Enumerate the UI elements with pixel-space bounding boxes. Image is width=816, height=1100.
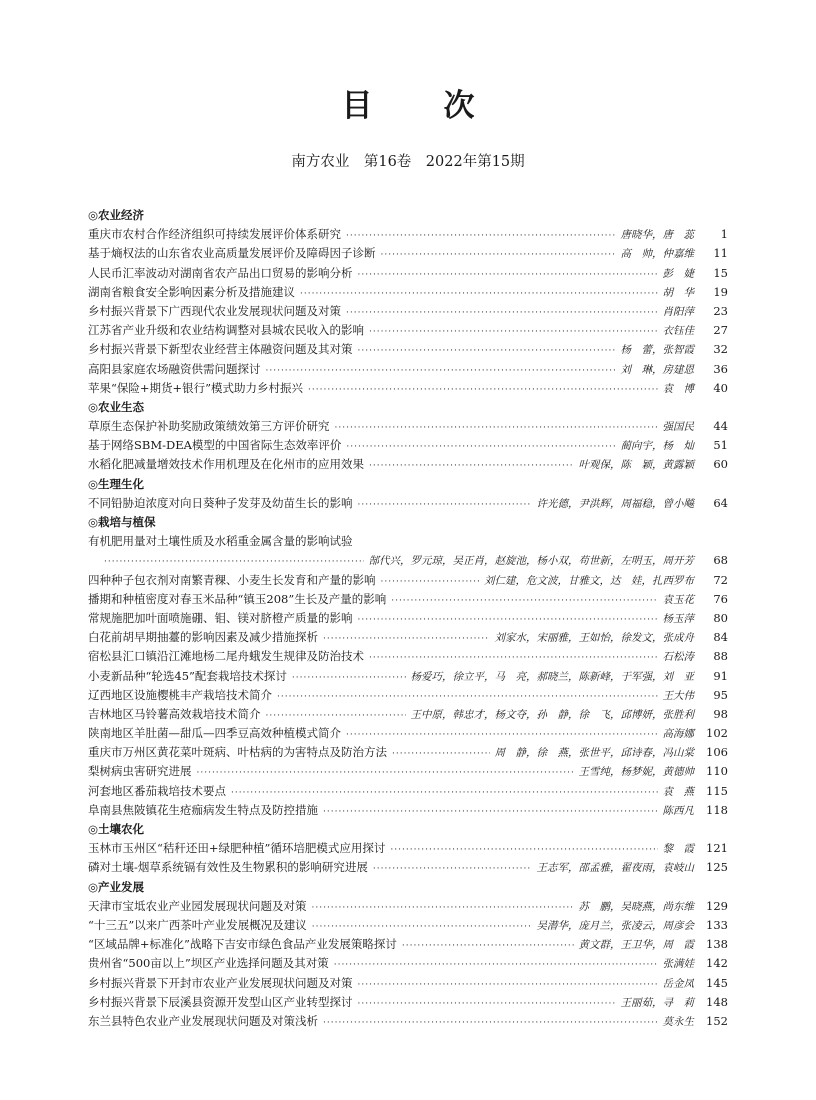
dot-leader — [391, 592, 657, 611]
entry-authors: 高 帅，仲嘉维 — [620, 248, 694, 261]
entry-authors: 杨 蕾，张智霞 — [620, 344, 694, 357]
entry-page: 36 — [713, 361, 728, 376]
entry-title: 江苏省产业升级和农业结构调整对县城农民收入的影响 — [88, 323, 364, 338]
section-heading: ◎生理生化 — [88, 476, 145, 491]
dot-leader — [369, 457, 574, 476]
entry-page: 98 — [713, 706, 728, 721]
entry-title: 阜南县焦陂镇花生疮痂病发生特点及防控措施 — [88, 802, 318, 817]
toc-entry[interactable] — [88, 628, 728, 647]
dot-leader — [292, 669, 406, 688]
entry-page: 72 — [713, 572, 728, 587]
entry-authors: 王丽茹，寻 莉 — [620, 996, 694, 1009]
toc-entry[interactable] — [88, 551, 728, 570]
entry-page: 102 — [706, 726, 728, 741]
toc-entry[interactable] — [88, 1012, 728, 1031]
toc-entry[interactable] — [88, 667, 728, 686]
page-title: 目 次 — [341, 88, 495, 124]
entry-title: 乡村振兴背景下开封市农业产业发展现状问题及对策 — [88, 975, 353, 990]
section-heading: ◎土壤农化 — [88, 822, 145, 836]
entry-title: 水稻化肥减量增效技术作用机理及在化州市的应用效果 — [88, 457, 364, 472]
entry-page: 40 — [713, 380, 728, 395]
toc-entry[interactable] — [88, 379, 728, 398]
entry-title: 播期和种植密度对春玉米品种“镇玉208”生长及产量的影响 — [88, 591, 387, 606]
entry-page: 27 — [713, 323, 728, 338]
entry-authors: 黎 霞 — [662, 843, 694, 856]
entry-title: 乡村振兴背景下新型农业经营主体融资问题及其对策 — [88, 342, 353, 357]
dot-leader — [358, 342, 616, 361]
entry-title: 宿松县汇口镇沿江滩地杨二尾舟蛾发生规律及防治技术 — [88, 649, 364, 664]
entry-authors: 刘仁建，危文波，甘雅文，达 娃，扎西罗布 — [484, 574, 694, 587]
entry-title: 有机肥用量对土壤性质及水稻重金属含量的影响试验 — [88, 534, 353, 549]
toc-entry[interactable] — [88, 839, 728, 858]
toc-entry[interactable] — [88, 264, 728, 283]
dot-leader — [402, 937, 574, 956]
toc-entry[interactable] — [88, 494, 728, 513]
entry-authors: 郜代兴，罗元琼，吴正肖，赵旋池，杨小双，苟世新，左明玉，周开芳 — [368, 555, 694, 568]
entry-page: 68 — [713, 553, 728, 568]
entry-page: 44 — [713, 419, 728, 434]
entry-title: 常规施肥加叶面喷施硼、钼、镁对脐橙产质量的影响 — [88, 610, 353, 625]
entry-page: 64 — [713, 495, 728, 510]
entry-page: 110 — [706, 764, 728, 779]
entry-authors: 莫永生 — [662, 1015, 694, 1028]
entry-authors: 彭 婕 — [662, 267, 694, 280]
toc-entry[interactable] — [88, 340, 728, 359]
dot-leader — [346, 304, 658, 323]
entry-authors: 岳金凤 — [662, 977, 694, 990]
entry-page: 32 — [713, 342, 728, 357]
entry-page: 51 — [713, 438, 728, 453]
entry-page: 129 — [706, 898, 728, 913]
entry-title: 高阳县家庭农场融资供需问题探讨 — [88, 361, 261, 376]
entry-page: 23 — [713, 303, 728, 318]
entry-title: 重庆市农村合作经济组织可持续发展评价体系研究 — [88, 227, 341, 242]
toc-entry[interactable] — [88, 283, 728, 302]
entry-authors: 高海娜 — [662, 728, 694, 741]
entry-page: 19 — [713, 284, 728, 299]
entry-authors: 王中原，韩忠才，杨文夺，孙 静，徐 飞，邱博妍，张胜利 — [410, 708, 694, 721]
table-of-contents — [88, 206, 728, 1031]
dot-leader — [346, 227, 616, 246]
toc-entry[interactable] — [88, 571, 728, 590]
entry-title: 基于网络SBM-DEA模型的中国省际生态效率评价 — [88, 438, 342, 453]
toc-entry[interactable] — [88, 762, 728, 781]
entry-page: 133 — [706, 917, 728, 932]
dot-leader — [369, 649, 658, 668]
section-heading: ◎栽培与植保 — [88, 515, 156, 529]
entry-authors: 陈西凡 — [662, 804, 694, 817]
entry-title: 小麦新品种“轮选45”配套栽培技术探讨 — [88, 668, 287, 683]
dot-leader — [392, 745, 490, 764]
entry-page: 1 — [720, 227, 728, 242]
entry-authors: 袁 博 — [662, 382, 694, 395]
entry-page: 142 — [706, 956, 728, 971]
entry-title: 不同铅胁迫浓度对向日葵种子发芽及幼苗生长的影响 — [88, 495, 353, 510]
dot-leader — [323, 803, 658, 822]
entry-title: 乡村振兴背景下广西现代农业发展现状问题及对策 — [88, 303, 341, 318]
entry-page: 148 — [706, 994, 728, 1009]
toc-entry[interactable] — [88, 858, 728, 877]
entry-authors: 许光德，尹洪辉，周福稳，曾小飚 — [536, 497, 694, 510]
toc-entry[interactable] — [88, 360, 728, 379]
entry-authors: 苏 鹏，吴晓燕，尚东维 — [578, 900, 694, 913]
entry-page: 60 — [713, 457, 728, 472]
toc-entry[interactable] — [88, 609, 728, 628]
entry-title: 基于熵权法的山东省农业高质量发展评价及障碍因子诊断 — [88, 246, 376, 261]
entry-title: 陕南地区羊肚菌—甜瓜—四季豆高效种植模式简介 — [88, 726, 341, 741]
toc-entry[interactable] — [88, 436, 728, 455]
entry-authors: 王大伟 — [662, 689, 694, 702]
entry-authors: 蔺向宇，杨 灿 — [620, 440, 694, 453]
toc-entry[interactable] — [88, 244, 728, 263]
entry-page: 84 — [713, 630, 728, 645]
entry-page: 121 — [706, 841, 728, 856]
entry-title: 东兰县特色农业产业发展现状问题及对策浅析 — [88, 1013, 318, 1028]
toc-entry[interactable] — [88, 916, 728, 935]
section-heading: ◎农业经济 — [88, 208, 145, 222]
toc-entry[interactable] — [88, 532, 728, 551]
entry-title: 湖南省粮食安全影响因素分析及措施建议 — [88, 284, 295, 299]
toc-entry[interactable] — [88, 954, 728, 973]
entry-page: 152 — [706, 1013, 728, 1028]
toc-entry[interactable] — [88, 743, 728, 762]
dot-leader — [381, 246, 616, 265]
entry-authors: 杨玉萍 — [662, 612, 694, 625]
entry-page: 15 — [713, 265, 728, 280]
entry-title: 梨树病虫害研究进展 — [88, 764, 192, 779]
entry-authors: 叶观保，陈 颖，黄露颖 — [578, 459, 694, 472]
entry-page: 11 — [713, 246, 728, 261]
entry-title: 磷对土壤-烟草系统镉有效性及生物累积的影响研究进展 — [88, 860, 368, 875]
toc-entry[interactable] — [88, 647, 728, 666]
entry-authors: 黄文群，王卫华，周 霞 — [578, 939, 694, 952]
dot-leader — [266, 362, 616, 381]
entry-title: “区域品牌+标准化”战略下吉安市绿色食品产业发展策略探讨 — [88, 937, 397, 952]
entry-title: 河套地区番茄栽培技术要点 — [88, 783, 226, 798]
toc-entry[interactable] — [88, 993, 728, 1012]
dot-leader — [308, 381, 657, 400]
entry-page: 88 — [713, 649, 728, 664]
toc-entry[interactable] — [88, 225, 728, 244]
entry-page: 95 — [713, 687, 728, 702]
entry-authors: 刘 琳，房建恩 — [620, 363, 694, 376]
entry-page: 80 — [713, 610, 728, 625]
entry-title: 四种种子包衣剂对南繁青稞、小麦生长发育和产量的影响 — [88, 572, 376, 587]
dot-leader — [358, 266, 658, 285]
dot-leader — [381, 573, 480, 592]
entry-title: 人民币汇率波动对湖南省农产品出口贸易的影响分析 — [88, 265, 353, 280]
journal-issue-line: 南方农业 第16卷 2022年第15期 — [291, 154, 525, 170]
entry-authors: 唐晓华，唐 蕊 — [620, 229, 694, 242]
dot-leader — [390, 841, 657, 860]
dot-leader — [197, 764, 574, 783]
entry-title: 白花前胡早期抽薹的影响因素及减少措施探析 — [88, 630, 318, 645]
toc-entry[interactable] — [88, 590, 728, 609]
entry-authors: 张满娃 — [662, 958, 694, 971]
dot-leader — [358, 611, 658, 630]
entry-page: 91 — [713, 668, 728, 683]
toc-entry[interactable] — [88, 724, 728, 743]
entry-title: 玉林市玉州区“秸秆还田+绿肥种植”循环培肥模式应用探讨 — [88, 841, 386, 856]
dot-leader — [312, 899, 574, 918]
toc-entry[interactable] — [88, 705, 728, 724]
toc-entry[interactable] — [88, 686, 728, 705]
entry-title: 苹果“保险+期货+银行”模式助力乡村振兴 — [88, 380, 304, 395]
entry-authors: 王雪纯，杨梦妮，黄德帅 — [578, 766, 694, 779]
entry-title: 贵州省“500亩以上”坝区产业选择问题及其对策 — [88, 956, 329, 971]
entry-page: 125 — [706, 860, 728, 875]
dot-leader — [358, 496, 532, 515]
entry-title: 天津市宝坻农业产业园发展现状问题及对策 — [88, 898, 307, 913]
toc-entry[interactable] — [88, 417, 728, 436]
entry-page: 118 — [706, 802, 728, 817]
toc-entry[interactable] — [88, 302, 728, 321]
entry-title: 乡村振兴背景下辰溪县资源开发型山区产业转型探讨 — [88, 994, 353, 1009]
dot-leader — [334, 956, 658, 975]
entry-authors: 胡 华 — [662, 286, 694, 299]
entry-title: 草原生态保护补助奖励政策绩效第三方评价研究 — [88, 419, 330, 434]
dot-leader — [369, 323, 658, 342]
dot-leader — [300, 285, 658, 304]
toc-entry[interactable] — [88, 801, 728, 820]
entry-page: 76 — [713, 591, 728, 606]
entry-page: 106 — [706, 745, 728, 760]
entry-title: 重庆市万州区黄花菜叶斑病、叶枯病的为害特点及防治方法 — [88, 745, 387, 760]
dot-leader — [358, 995, 616, 1014]
entry-authors: 刘家水，宋丽雅，王如怡，徐发文，张成舟 — [494, 632, 694, 645]
toc-entry[interactable] — [88, 455, 728, 474]
entry-authors: 王志军，邵孟雅，翟夜雨，袁岐山 — [536, 862, 694, 875]
dot-leader — [335, 419, 658, 438]
toc-entry[interactable] — [88, 321, 728, 340]
entry-authors: 周 静，徐 燕，张世平，邱诗春，冯山棠 — [494, 747, 694, 760]
entry-authors: 石松涛 — [662, 651, 694, 664]
dot-leader — [277, 688, 658, 707]
section-heading: ◎农业生态 — [88, 399, 145, 414]
entry-authors: 袁 燕 — [662, 785, 694, 798]
entry-authors: 杨爱巧，徐立平，马 亮，郝晓兰，陈新峰，于军强，刘 亚 — [410, 670, 694, 683]
entry-page: 138 — [706, 937, 728, 952]
entry-page: 115 — [706, 783, 728, 798]
entry-title: 辽西地区设施樱桃丰产栽培技术简介 — [88, 687, 272, 702]
dot-leader — [346, 438, 615, 457]
toc-entry[interactable] — [88, 935, 728, 954]
dot-leader — [358, 976, 658, 995]
section-heading: ◎产业发展 — [88, 879, 145, 894]
entry-authors: 袁玉花 — [662, 593, 694, 606]
toc-entry[interactable] — [88, 897, 728, 916]
entry-page: 145 — [706, 975, 728, 990]
dot-leader — [346, 726, 658, 745]
dot-leader — [373, 860, 532, 879]
entry-title: “十三五”以来广西茶叶产业发展概况及建议 — [88, 917, 307, 932]
toc-entry[interactable] — [88, 974, 728, 993]
entry-authors: 吴潜华，庞月兰，张凌云，周彦会 — [536, 919, 694, 932]
toc-entry[interactable] — [88, 782, 728, 801]
entry-title: 吉林地区马铃薯高效栽培技术简介 — [88, 706, 261, 721]
entry-authors: 肖阳萍 — [662, 305, 694, 318]
entry-authors: 强国民 — [662, 421, 694, 434]
entry-authors: 衣钰佳 — [662, 325, 694, 338]
dot-leader — [323, 1014, 658, 1033]
